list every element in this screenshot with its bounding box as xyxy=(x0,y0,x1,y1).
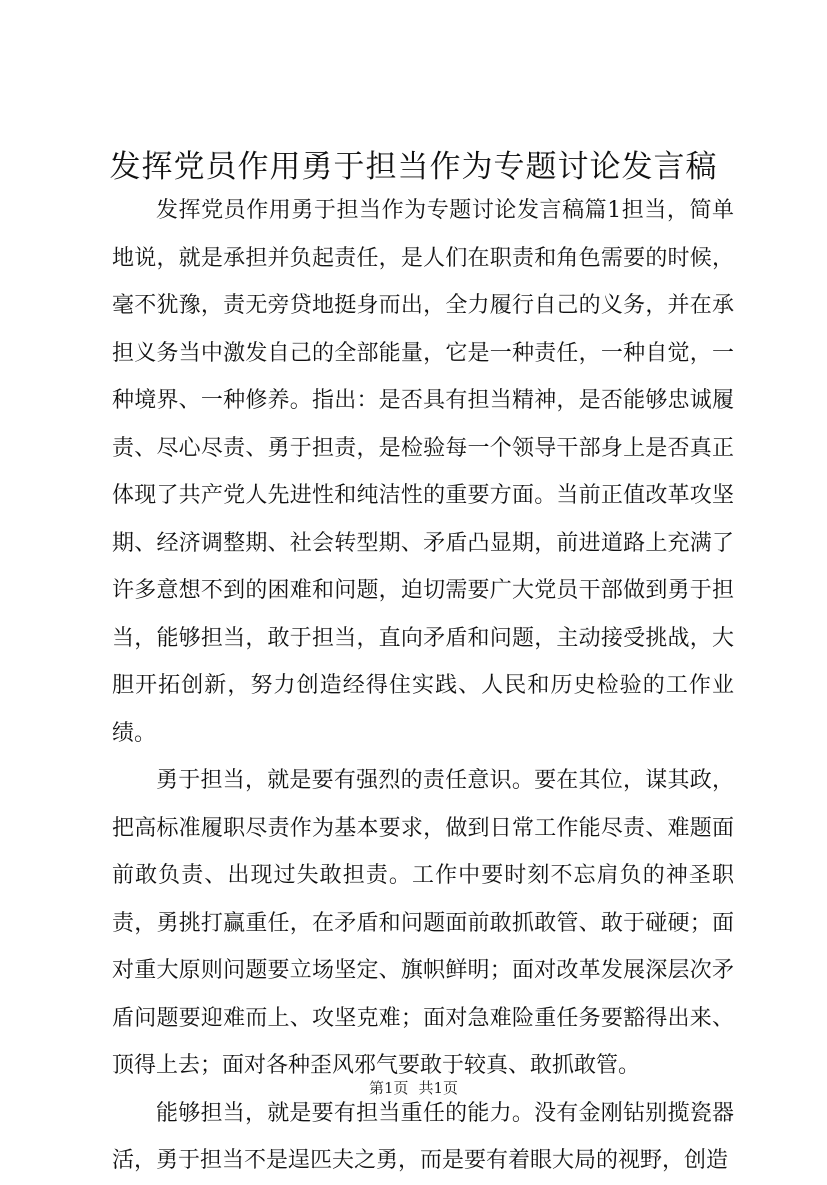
paragraph-2: 勇于担当，就是要有强烈的责任意识。要在其位，谋其政，把高标准履职尽责作为基本要求，做到日常工作能尽责、难题面前敢负责、出现过失敢担责。工作中要时刻不忘肩负的神圣职责，勇挑打赢重任，在矛盾和问题面前敢抓敢管、敢于碰硬；面对重大原则问题要立场坚定、旗帜鲜明；面对改革发展深层次矛盾问题要迎难而上、攻坚克难；面对急难险重任务要豁得出来、顶得上去；面对各种歪风邪气要敢于较真、敢抓敢管。 xyxy=(112,768,734,1078)
page-number: 第1页 xyxy=(368,1079,409,1097)
document-title: 发挥党员作用勇于担当作为专题讨论发言稿 xyxy=(109,149,718,185)
paragraph-1: 发挥党员作用勇于担当作为专题讨论发言稿篇1担当，简单地说，就是承担并负起责任，是人们在职责和角色需要的时候，毫不犹豫，责无旁贷地挺身而出，全力履行自己的义务，并在承担义务当中激发自己的全部能量，它是一种责任，一种自觉，一种境界、一种修养。指出：是否具有担当精神，是否能够忠诚履责、尽心尽责、勇于担责，是检验每一个领导干部身上是否真正体现了共产党人先进性和纯洁性的重要方面。当前正值改革攻坚期、经济调整期、社会转型期、矛盾凸显期，前进道路上充满了许多意想不到的困难和问题，迫切需要广大党员干部做到勇于担当，能够担当，敢于担当，直向矛盾和问题，主动接受挑战，大胆开拓创新，努力创造经得住实践、人民和历史检验的工作业绩。 xyxy=(112,198,734,746)
page-footer xyxy=(0,1078,827,1098)
document-body xyxy=(112,187,734,1185)
paragraph-3: 能够担当，就是要有担当重任的能力。没有金刚钻别揽瓷器活，勇于担当不是逞匹夫之勇，而是要有着眼大局的视野，创造 xyxy=(112,1100,734,1173)
total-pages: 共1页 xyxy=(418,1079,459,1097)
